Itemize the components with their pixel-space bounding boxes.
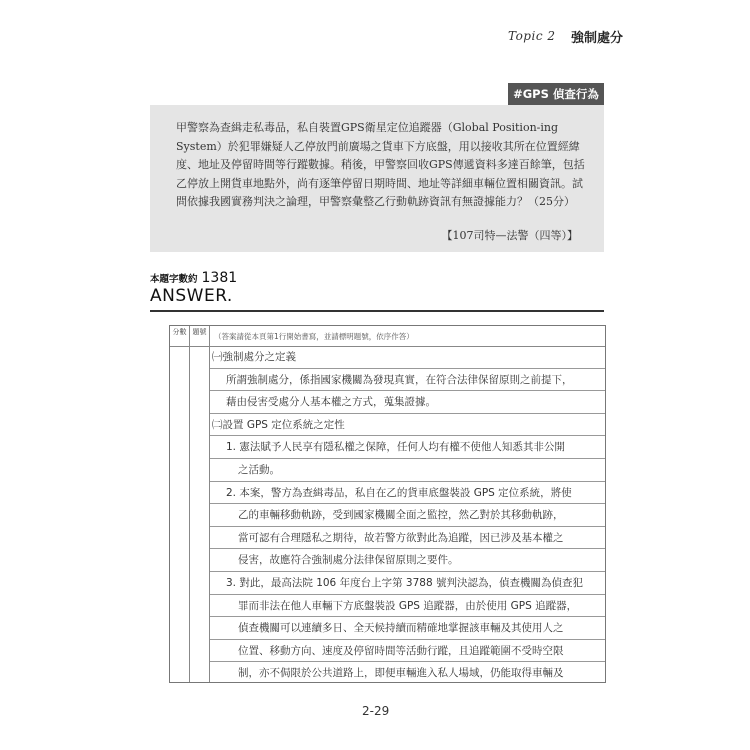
answer-line: 位置、移動方向、速度及停留時間等活動行蹤，且追蹤範圍不受時空限 xyxy=(210,640,605,663)
answer-sheet-instruction: （答案請從本頁第1行開始書寫，並請標明題號，依序作答） xyxy=(214,332,414,341)
answer-line: 制，亦不侷限於公共道路上，即便車輛進入私人場域，仍能取得車輛及 xyxy=(210,662,605,683)
answer-line: ㈡設置 GPS 定位系統之定性 xyxy=(210,414,605,437)
chapter-title: 強制處分 xyxy=(571,31,624,46)
score-column-header: 分數 xyxy=(172,328,187,336)
answer-line: 2. 本案，警方為查緝毒品，私自在乙的貨車底盤裝設 GPS 定位系統，將使 xyxy=(210,482,605,505)
answer-divider xyxy=(150,310,604,312)
page-number: 2-29 xyxy=(362,704,390,718)
answer-title: ANSWER. xyxy=(150,286,233,306)
answer-line: 乙的車輛移動軌跡，受到國家機關全面之監控，然乙對於其移動軌跡， xyxy=(210,504,605,527)
question-tag: #GPS 偵查行為 xyxy=(508,83,604,105)
answer-lines xyxy=(210,346,605,683)
question-number-column-header: 題號 xyxy=(192,328,207,336)
question-source: 【107司特—法警（四等）】 xyxy=(441,229,578,242)
question-text: 甲警察為查緝走私毒品，私自裝置GPS衛星定位追蹤器（Global Position-ing System）於犯罪嫌疑人乙停放門前廣場之貨車下方底盤，用以接收其所在位置經緯度、地址及停留時間等行蹤數據。稍後，甲警察回收GPS傳遞資料多達百餘筆，包括乙停放上開貨車地點外，尚有逐筆停留日期時間、地址等詳細車輛位置相關資訊。試問依據我國實務判決之論理，甲警察彙整乙行動軌跡資訊有無證據能力？（25分） xyxy=(176,121,585,208)
answer-line: 偵查機關可以連續多日、全天候持續而精確地掌握該車輛及其使用人之 xyxy=(210,617,605,640)
answer-sheet-header xyxy=(170,326,605,347)
answer-line: 3. 對此，最高法院 106 年度台上字第 3788 號判決認為，偵查機關為偵查犯 xyxy=(210,572,605,595)
answer-line: 罪而非法在他人車輛下方底盤裝設 GPS 追蹤器，由於使用 GPS 追蹤器， xyxy=(210,595,605,618)
question-box xyxy=(150,105,604,252)
answer-line: 1. 憲法賦予人民享有隱私權之保障，任何人均有權不使他人知悉其非公開 xyxy=(210,436,605,459)
word-count xyxy=(150,270,237,286)
answer-line: 當可認有合理隱私之期待，故若警方欲對此為追蹤，因已涉及基本權之 xyxy=(210,527,605,550)
answer-line: 之活動。 xyxy=(210,459,605,482)
answer-line: 所謂強制處分，係指國家機關為發現真實，在符合法律保留原則之前提下， xyxy=(210,369,605,392)
answer-line: 侵害，故應符合強制處分法律保留原則之要件。 xyxy=(210,549,605,572)
answer-line: 藉由侵害受處分人基本權之方式，蒐集證據。 xyxy=(210,391,605,414)
word-count-label: 本題字數約 xyxy=(150,274,198,285)
answer-sheet xyxy=(169,325,606,683)
word-count-value: 1381 xyxy=(201,270,238,286)
score-column-divider xyxy=(189,326,190,682)
topic-logo: Topic 2 xyxy=(508,29,556,43)
answer-line: ㈠強制處分之定義 xyxy=(210,346,605,369)
